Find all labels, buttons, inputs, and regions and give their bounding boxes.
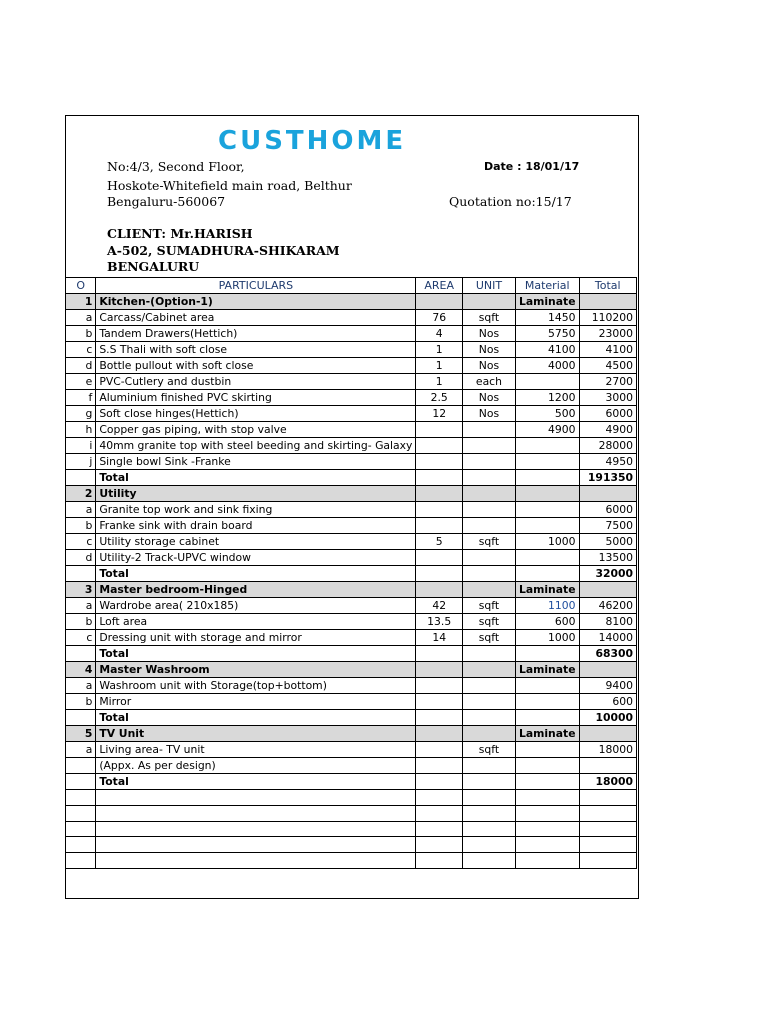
cell-area: 13.5 <box>416 614 463 630</box>
quotation-sheet <box>65 115 639 899</box>
cell-total: 23000 <box>579 326 636 342</box>
cell-material: 1200 <box>515 390 579 406</box>
cell-area: 1 <box>416 358 463 374</box>
cell-area <box>416 422 463 438</box>
cell-unit: sqft <box>462 614 515 630</box>
cell-total <box>579 726 636 742</box>
cell-serial: g <box>66 406 96 422</box>
cell-serial <box>66 821 96 837</box>
cell-area <box>416 502 463 518</box>
table-row <box>66 358 637 374</box>
cell-particulars: TV Unit <box>96 726 416 742</box>
cell-serial: d <box>66 550 96 566</box>
cell-material <box>515 646 579 662</box>
cell-unit <box>462 422 515 438</box>
cell-particulars: Tandem Drawers(Hettich) <box>96 326 416 342</box>
cell-particulars <box>96 805 416 821</box>
cell-unit <box>462 486 515 502</box>
cell-material: Laminate <box>515 294 579 310</box>
cell-serial: 1 <box>66 294 96 310</box>
cell-total: 4950 <box>579 454 636 470</box>
cell-unit <box>462 582 515 598</box>
cell-material: 1000 <box>515 534 579 550</box>
cell-area <box>416 726 463 742</box>
cell-unit <box>462 821 515 837</box>
table-row <box>66 422 637 438</box>
cell-serial: a <box>66 678 96 694</box>
table-row <box>66 630 637 646</box>
column-header-area: AREA <box>416 278 463 294</box>
address-line-3: Bengaluru-560067 <box>107 194 226 209</box>
cell-area: 1 <box>416 342 463 358</box>
cell-area <box>416 486 463 502</box>
cell-serial <box>66 853 96 869</box>
table-row <box>66 502 637 518</box>
cell-unit: each <box>462 374 515 390</box>
cell-unit <box>462 662 515 678</box>
cell-total: 18000 <box>579 742 636 758</box>
quotation-table <box>65 277 637 869</box>
cell-serial <box>66 470 96 486</box>
total-row <box>66 646 637 662</box>
cell-material: 1100 <box>515 598 579 614</box>
cell-area <box>416 790 463 806</box>
address-line-1: No:4/3, Second Floor, <box>107 159 245 174</box>
cell-serial: f <box>66 390 96 406</box>
cell-area <box>416 805 463 821</box>
table-row <box>66 853 637 869</box>
cell-particulars: S.S Thali with soft close <box>96 342 416 358</box>
cell-particulars: Total <box>96 566 416 582</box>
cell-material <box>515 694 579 710</box>
table-row <box>66 390 637 406</box>
cell-total: 18000 <box>579 774 636 790</box>
cell-total: 32000 <box>579 566 636 582</box>
cell-area <box>416 821 463 837</box>
cell-area <box>416 294 463 310</box>
cell-area: 5 <box>416 534 463 550</box>
cell-serial: e <box>66 374 96 390</box>
cell-total: 10000 <box>579 710 636 726</box>
cell-serial <box>66 758 96 774</box>
cell-particulars: Dressing unit with storage and mirror <box>96 630 416 646</box>
cell-particulars: Franke sink with drain board <box>96 518 416 534</box>
cell-area <box>416 454 463 470</box>
cell-particulars: Total <box>96 710 416 726</box>
cell-particulars: Aluminium finished PVC skirting <box>96 390 416 406</box>
cell-serial: 5 <box>66 726 96 742</box>
cell-material <box>515 790 579 806</box>
cell-particulars: Total <box>96 774 416 790</box>
quotation-date: Date : 18/01/17 <box>484 160 580 173</box>
cell-total: 8100 <box>579 614 636 630</box>
cell-material <box>515 821 579 837</box>
section-row <box>66 486 637 502</box>
table-row <box>66 342 637 358</box>
cell-total: 4900 <box>579 422 636 438</box>
section-row <box>66 726 637 742</box>
cell-material: 5750 <box>515 326 579 342</box>
client-city: BENGALURU <box>107 259 200 274</box>
cell-particulars: Washroom unit with Storage(top+bottom) <box>96 678 416 694</box>
cell-serial: j <box>66 454 96 470</box>
cell-serial: c <box>66 630 96 646</box>
cell-total: 191350 <box>579 470 636 486</box>
cell-particulars <box>96 821 416 837</box>
cell-serial: b <box>66 518 96 534</box>
cell-unit: Nos <box>462 406 515 422</box>
cell-serial: a <box>66 598 96 614</box>
cell-unit: Nos <box>462 342 515 358</box>
cell-particulars: Copper gas piping, with stop valve <box>96 422 416 438</box>
cell-material <box>515 774 579 790</box>
cell-area <box>416 710 463 726</box>
cell-material <box>515 758 579 774</box>
cell-total <box>579 853 636 869</box>
cell-particulars: Wardrobe area( 210x185) <box>96 598 416 614</box>
cell-particulars: Utility <box>96 486 416 502</box>
cell-unit <box>462 774 515 790</box>
cell-area: 1 <box>416 374 463 390</box>
cell-material: 1450 <box>515 310 579 326</box>
cell-particulars: Single bowl Sink -Franke <box>96 454 416 470</box>
cell-serial <box>66 837 96 853</box>
table-row <box>66 790 637 806</box>
cell-material <box>515 374 579 390</box>
cell-particulars <box>96 853 416 869</box>
table-row <box>66 374 637 390</box>
cell-total: 6000 <box>579 406 636 422</box>
cell-total: 68300 <box>579 646 636 662</box>
cell-particulars: Soft close hinges(Hettich) <box>96 406 416 422</box>
cell-particulars <box>96 790 416 806</box>
cell-unit <box>462 726 515 742</box>
column-header-total: Total <box>579 278 636 294</box>
total-row <box>66 470 637 486</box>
cell-serial: i <box>66 438 96 454</box>
cell-unit: Nos <box>462 358 515 374</box>
cell-serial: c <box>66 534 96 550</box>
cell-serial <box>66 790 96 806</box>
cell-unit: sqft <box>462 742 515 758</box>
cell-material: 600 <box>515 614 579 630</box>
section-row <box>66 294 637 310</box>
table-row <box>66 805 637 821</box>
table-row <box>66 518 637 534</box>
cell-material <box>515 454 579 470</box>
cell-material <box>515 742 579 758</box>
cell-particulars: Utility-2 Track-UPVC window <box>96 550 416 566</box>
cell-material <box>515 550 579 566</box>
cell-area: 2.5 <box>416 390 463 406</box>
table-row <box>66 837 637 853</box>
cell-unit <box>462 758 515 774</box>
cell-serial: a <box>66 502 96 518</box>
cell-unit <box>462 294 515 310</box>
cell-total <box>579 294 636 310</box>
table-header-row <box>66 278 637 294</box>
cell-unit <box>462 550 515 566</box>
cell-total: 6000 <box>579 502 636 518</box>
cell-material: 4000 <box>515 358 579 374</box>
table-row <box>66 534 637 550</box>
cell-material: 500 <box>515 406 579 422</box>
table-row <box>66 454 637 470</box>
cell-material: 4900 <box>515 422 579 438</box>
cell-serial: 4 <box>66 662 96 678</box>
cell-serial: a <box>66 310 96 326</box>
cell-area: 4 <box>416 326 463 342</box>
table-row <box>66 614 637 630</box>
cell-unit: sqft <box>462 630 515 646</box>
total-row <box>66 710 637 726</box>
cell-particulars: Master Washroom <box>96 662 416 678</box>
cell-total: 14000 <box>579 630 636 646</box>
cell-unit <box>462 454 515 470</box>
cell-serial: b <box>66 326 96 342</box>
table-row <box>66 438 637 454</box>
cell-serial: b <box>66 614 96 630</box>
cell-total: 5000 <box>579 534 636 550</box>
cell-serial <box>66 774 96 790</box>
cell-area <box>416 518 463 534</box>
cell-total <box>579 662 636 678</box>
section-row <box>66 662 637 678</box>
table-row <box>66 742 637 758</box>
cell-material: Laminate <box>515 582 579 598</box>
cell-particulars <box>96 837 416 853</box>
table-row <box>66 758 637 774</box>
cell-unit <box>462 566 515 582</box>
client-address: A-502, SUMADHURA-SHIKARAM <box>107 243 340 258</box>
cell-particulars: (Appx. As per design) <box>96 758 416 774</box>
cell-total: 7500 <box>579 518 636 534</box>
cell-total: 46200 <box>579 598 636 614</box>
column-header-material: Material <box>515 278 579 294</box>
cell-unit <box>462 853 515 869</box>
cell-area <box>416 566 463 582</box>
cell-material <box>515 853 579 869</box>
cell-unit <box>462 790 515 806</box>
cell-unit: sqft <box>462 310 515 326</box>
cell-particulars: 40mm granite top with steel beeding and skirting- Galaxy <box>96 438 416 454</box>
cell-material <box>515 438 579 454</box>
cell-area: 14 <box>416 630 463 646</box>
cell-material: 1000 <box>515 630 579 646</box>
cell-total <box>579 582 636 598</box>
column-header-serial: O <box>66 278 96 294</box>
cell-particulars: Total <box>96 470 416 486</box>
cell-material <box>515 678 579 694</box>
cell-unit: Nos <box>462 390 515 406</box>
cell-total <box>579 758 636 774</box>
cell-particulars: Granite top work and sink fixing <box>96 502 416 518</box>
cell-unit: sqft <box>462 534 515 550</box>
cell-material: Laminate <box>515 726 579 742</box>
cell-area <box>416 758 463 774</box>
cell-area <box>416 774 463 790</box>
cell-unit <box>462 646 515 662</box>
cell-material: 4100 <box>515 342 579 358</box>
quotation-number: Quotation no:15/17 <box>449 194 572 209</box>
table-row <box>66 821 637 837</box>
total-row <box>66 774 637 790</box>
cell-area <box>416 837 463 853</box>
cell-material <box>515 837 579 853</box>
cell-serial <box>66 646 96 662</box>
cell-material <box>515 486 579 502</box>
cell-material <box>515 502 579 518</box>
table-row <box>66 406 637 422</box>
cell-area: 12 <box>416 406 463 422</box>
cell-serial: c <box>66 342 96 358</box>
cell-area: 42 <box>416 598 463 614</box>
cell-particulars: Master bedroom-Hinged <box>96 582 416 598</box>
cell-unit <box>462 678 515 694</box>
cell-serial: h <box>66 422 96 438</box>
cell-area: 76 <box>416 310 463 326</box>
cell-particulars: Bottle pullout with soft close <box>96 358 416 374</box>
cell-particulars: Total <box>96 646 416 662</box>
cell-particulars: Mirror <box>96 694 416 710</box>
cell-total <box>579 837 636 853</box>
cell-total: 600 <box>579 694 636 710</box>
total-row <box>66 566 637 582</box>
cell-total: 28000 <box>579 438 636 454</box>
cell-unit <box>462 470 515 486</box>
cell-total: 9400 <box>579 678 636 694</box>
cell-unit: sqft <box>462 598 515 614</box>
table-row <box>66 326 637 342</box>
cell-total: 4100 <box>579 342 636 358</box>
cell-unit <box>462 837 515 853</box>
cell-total: 4500 <box>579 358 636 374</box>
cell-unit <box>462 438 515 454</box>
cell-area <box>416 742 463 758</box>
cell-particulars: Carcass/Cabinet area <box>96 310 416 326</box>
cell-unit <box>462 502 515 518</box>
table-row <box>66 678 637 694</box>
cell-material: Laminate <box>515 662 579 678</box>
column-header-particulars: PARTICULARS <box>96 278 416 294</box>
cell-particulars: Loft area <box>96 614 416 630</box>
company-logo: CUSTHOME <box>218 126 407 156</box>
cell-particulars: Utility storage cabinet <box>96 534 416 550</box>
cell-material <box>515 805 579 821</box>
cell-unit <box>462 710 515 726</box>
cell-material <box>515 566 579 582</box>
table-row <box>66 310 637 326</box>
cell-total: 3000 <box>579 390 636 406</box>
cell-particulars: Living area- TV unit <box>96 742 416 758</box>
cell-unit: Nos <box>462 326 515 342</box>
table-row <box>66 694 637 710</box>
cell-total: 13500 <box>579 550 636 566</box>
cell-serial <box>66 710 96 726</box>
column-header-unit: UNIT <box>462 278 515 294</box>
cell-area <box>416 550 463 566</box>
client-name: CLIENT: Mr.HARISH <box>107 226 253 241</box>
cell-total: 2700 <box>579 374 636 390</box>
cell-area <box>416 678 463 694</box>
table-row <box>66 598 637 614</box>
cell-total <box>579 821 636 837</box>
cell-area <box>416 853 463 869</box>
cell-total <box>579 486 636 502</box>
cell-serial: 2 <box>66 486 96 502</box>
cell-serial: 3 <box>66 582 96 598</box>
cell-unit <box>462 805 515 821</box>
cell-serial: b <box>66 694 96 710</box>
cell-area <box>416 646 463 662</box>
cell-material <box>515 710 579 726</box>
cell-material <box>515 518 579 534</box>
cell-unit <box>462 518 515 534</box>
address-line-2: Hoskote-Whitefield main road, Belthur <box>107 178 352 193</box>
cell-serial <box>66 566 96 582</box>
cell-particulars: PVC-Cutlery and dustbin <box>96 374 416 390</box>
cell-area <box>416 438 463 454</box>
table-row <box>66 550 637 566</box>
cell-area <box>416 582 463 598</box>
cell-total <box>579 790 636 806</box>
cell-serial <box>66 805 96 821</box>
cell-area <box>416 662 463 678</box>
cell-serial: a <box>66 742 96 758</box>
section-row <box>66 582 637 598</box>
cell-area <box>416 470 463 486</box>
cell-unit <box>462 694 515 710</box>
cell-particulars: Kitchen-(Option-1) <box>96 294 416 310</box>
cell-total: 110200 <box>579 310 636 326</box>
cell-serial: d <box>66 358 96 374</box>
cell-material <box>515 470 579 486</box>
cell-area <box>416 694 463 710</box>
cell-total <box>579 805 636 821</box>
